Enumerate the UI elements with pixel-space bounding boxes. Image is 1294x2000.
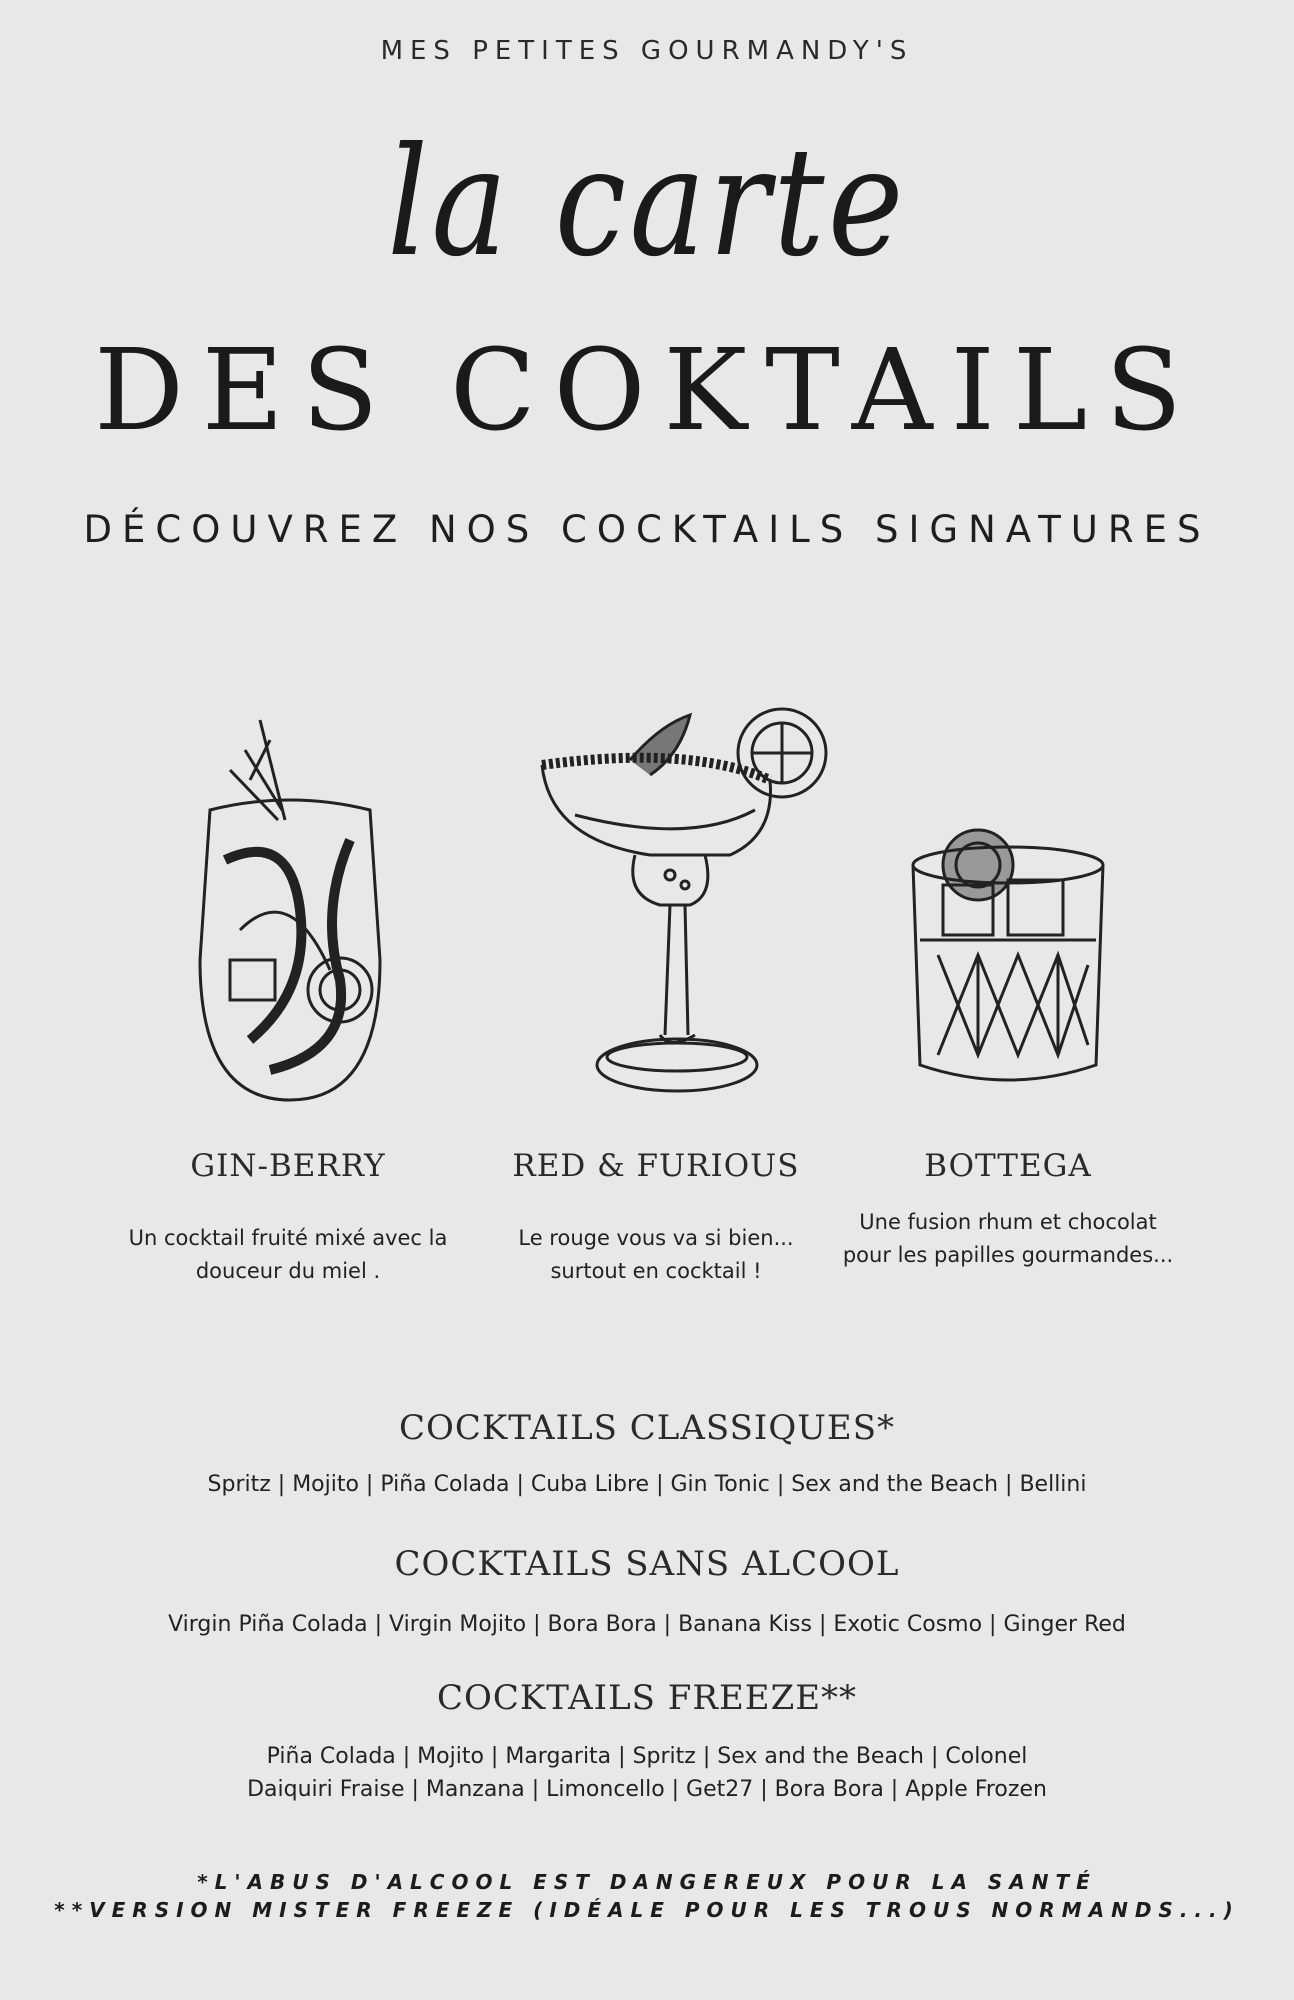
signature-desc-bottega: Une fusion rhum et chocolat pour les papilles gourmandes... [842, 1210, 1174, 1267]
brand-name: MES PETITES GOURMANDY'S [380, 36, 914, 66]
signature-desc-red-furious: Le rouge vous va si bien... surtout en cocktail ! [518, 1226, 794, 1283]
section-title-freeze: COCKTAILS FREEZE** [436, 1678, 858, 1718]
section-title-sans-alcool: COCKTAILS SANS ALCOOL [394, 1544, 900, 1584]
section-list-freeze-line-1: Piña Colada | Mojito | Margarita | Spritz | Sex and the Beach | Colonel [266, 1744, 1028, 1769]
signature-name-red-furious: RED & FURIOUS [512, 1148, 800, 1184]
footer-note-freeze: **VERSION MISTER FREEZE (IDÉALE POUR LES TROUS NORMANDS...) [54, 1898, 1240, 1922]
margarita-glass-icon [530, 705, 840, 1105]
signature-desc-gin-berry: Un cocktail fruité mixé avec la douceur du miel . [128, 1226, 448, 1283]
section-list-freeze-line-2: Daiquiri Fraise | Manzana | Limoncello | Get27 | Bora Bora | Apple Frozen [247, 1777, 1047, 1802]
page-subtitle: DÉCOUVREZ NOS COCKTAILS SIGNATURES [83, 508, 1211, 551]
section-title-classiques: COCKTAILS CLASSIQUES* [399, 1408, 895, 1448]
signature-name-gin-berry: GIN-BERRY [190, 1148, 386, 1184]
section-list-classiques: Spritz | Mojito | Piña Colada | Cuba Libre | Gin Tonic | Sex and the Beach | Bellini [207, 1472, 1087, 1497]
page-title: DES COKTAILS [94, 326, 1200, 456]
rocks-glass-icon [908, 825, 1108, 1105]
script-title: la carte [387, 116, 907, 290]
highball-glass-icon [190, 710, 390, 1110]
footer-note-alcohol: *L'ABUS D'ALCOOL EST DANGEREUX POUR LA SANTÉ [197, 1870, 1097, 1894]
section-list-sans-alcool: Virgin Piña Colada | Virgin Mojito | Bora Bora | Banana Kiss | Exotic Cosmo | Ginger Red [168, 1612, 1126, 1637]
signature-name-bottega: BOTTEGA [924, 1148, 1092, 1184]
